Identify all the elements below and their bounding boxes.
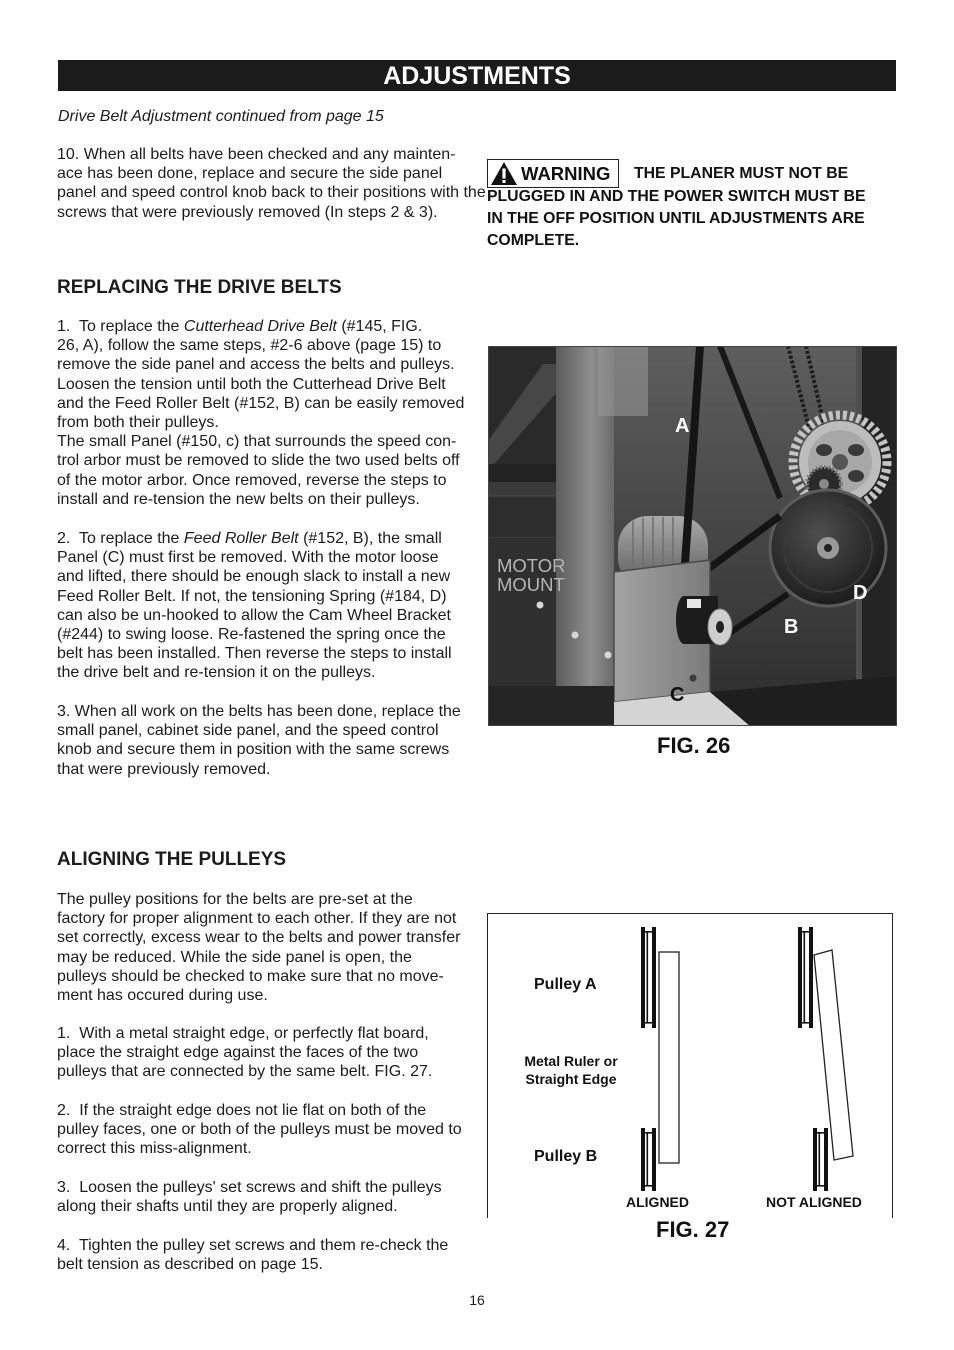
motor-sticker xyxy=(687,599,701,608)
frame-bolt xyxy=(605,652,612,659)
left-rail-lower xyxy=(488,496,558,538)
fig27-label-ruler: Metal Ruler or Straight Edge xyxy=(524,1053,618,1087)
panel-bolt xyxy=(690,675,697,682)
not-aligned-pulley-a xyxy=(798,927,813,1028)
fig27-label-not-aligned: NOT ALIGNED xyxy=(766,1194,862,1210)
section-header-bar xyxy=(58,60,896,91)
fig26-label-c: C xyxy=(670,684,685,706)
left-rail-upper xyxy=(488,464,558,482)
pulley-flange xyxy=(641,927,645,1028)
fig27-label-pulley-b: Pulley B xyxy=(534,1148,598,1165)
pulley-cap xyxy=(645,1132,652,1134)
replacing-step-1 xyxy=(57,317,464,509)
continued-note: Drive Belt Adjustment continued from page 15 xyxy=(58,108,384,125)
replacing-step-3: 3. When all work on the belts has been done, replace the small panel, cabinet side panel, and the speed control knob and secure them in position with the same screws that were previously removed. xyxy=(57,703,461,778)
gear-spoke-hole xyxy=(848,470,864,482)
replacing-step-1-body: (#145, FIG. 26, A), follow the same steps, #2-6 above (page 15) to remove the side panel and access the belts and pulleys. Loosen the tension until both the Cutterhead Drive Belt and the Feed Roller Belt (#152, B) can be easily removed from both their pulleys. The small Panel (#150, c) that surrounds the speed con- trol arbor must be removed to slide the two used belts off of the motor arbor. Once removed, reverse the steps to install and re-tension the new belts on their pulleys. xyxy=(57,318,465,508)
pulley-cap xyxy=(817,1132,824,1134)
pulley-cap xyxy=(802,1022,809,1024)
warning-badge xyxy=(487,159,619,188)
pulley-hub-line xyxy=(819,1133,821,1186)
feed-roller-pulley xyxy=(770,490,886,606)
replacing-step-2-body: (#152, B), the small Panel (C) must first be removed. With the motor loose and lifted, there should be enough slack to install a new Feed Roller Belt. If not, the tensioning Spring (#184, D) can also be un-hooked to allow the Cam Wheel Bracket (#244) to swing loose. Re-fastened the spring once the belt has been installed. Then reverse the steps to install the drive belt and re-tension it on the pulleys. xyxy=(57,530,452,682)
pulley-flange xyxy=(652,1128,656,1191)
replacing-step-2 xyxy=(57,529,452,683)
fig26-label-d: D xyxy=(853,582,868,604)
pulley-flange xyxy=(813,1128,817,1191)
fig26-caption: FIG. 26 xyxy=(657,733,731,758)
pulley-flange xyxy=(641,1128,645,1191)
feed-roller-belt-term: Feed Roller Belt xyxy=(183,530,299,547)
fig26-label-a: A xyxy=(675,415,690,437)
step-10-paragraph: 10. When all belts have been checked and any mainten- ace has been done, replace and secure the side panel panel and speed control knob back to their positions with the screws that were previously removed (In steps 2 & 3). xyxy=(57,146,486,221)
gear-hub xyxy=(832,454,848,470)
not-aligned-pulley-b xyxy=(813,1128,828,1191)
pulley-cap xyxy=(645,1022,652,1024)
warning-text-line-3: IN THE OFF POSITION UNTIL ADJUSTMENTS ARE xyxy=(487,210,865,227)
frame-bolt xyxy=(572,632,579,639)
pulley-cap xyxy=(645,1185,652,1187)
sprocket-hub xyxy=(819,479,829,489)
aligned-pulley-b xyxy=(641,1128,656,1191)
aligning-step-3: 3. Loosen the pulleys' set screws and shift the pulleys along their shafts until they are properly aligned. xyxy=(57,1179,442,1216)
pulley-flange xyxy=(824,1128,828,1191)
fig27-caption: FIG. 27 xyxy=(656,1217,730,1242)
pulley-bore xyxy=(824,544,832,552)
aligned-straight-edge xyxy=(659,952,679,1163)
replacing-belts-heading: REPLACING THE DRIVE BELTS xyxy=(57,277,342,298)
bottom-left-base xyxy=(488,686,614,726)
warning-text-line-4: COMPLETE. xyxy=(487,232,580,249)
pulley-cap xyxy=(645,931,652,933)
aligned-pulley-a xyxy=(641,927,656,1028)
pulley-hub-line xyxy=(647,932,649,1023)
replacing-step-1-lead: 1. To replace the xyxy=(57,318,184,335)
fig26-label-b: B xyxy=(784,616,799,638)
pulley-cap xyxy=(802,931,809,933)
page-number: 16 xyxy=(469,1292,485,1308)
aligning-step-2: 2. If the straight edge does not lie flat on both of the pulley faces, one or both of the pulleys must be moved to correct this miss-alignment. xyxy=(57,1102,462,1158)
exclamation-dot xyxy=(502,180,505,183)
not-aligned-straight-edge xyxy=(814,950,853,1160)
warning-triangle-icon xyxy=(490,161,518,186)
pulley-cap xyxy=(817,1185,824,1187)
pulley-flange xyxy=(809,927,813,1028)
frame-bolt xyxy=(537,602,544,609)
aligning-intro: The pulley positions for the belts are pre-set at the factory for proper alignment to each other. If they are not set correctly, excess wear to the belts and power transfer may be reduced. While the side panel is open, the pulleys should be checked to make sure that no move- ment has occured during use. xyxy=(57,891,461,1005)
pulley-hub-line xyxy=(804,932,806,1023)
aligning-pulleys-heading: ALIGNING THE PULLEYS xyxy=(57,849,287,870)
cutterhead-drive-belt-term: Cutterhead Drive Belt xyxy=(183,318,337,335)
fig26-photo xyxy=(488,346,897,726)
exclamation-bar xyxy=(502,169,505,179)
fig26-label-motor-mount: MOTOR MOUNT xyxy=(497,555,566,595)
aligning-step-4: 4. Tighten the pulley set screws and them re-check the belt tension as described on page 15. xyxy=(57,1237,449,1274)
fig27-label-aligned: ALIGNED xyxy=(626,1194,689,1210)
gear-spoke-hole xyxy=(816,444,832,456)
pulley-hub-line xyxy=(647,1133,649,1186)
warning-badge-label: WARNING xyxy=(521,163,611,184)
aligning-step-1: 1. With a metal straight edge, or perfectly flat board, place the straight edge against the faces of the two pulleys that are connected by the same belt. FIG. 27. xyxy=(57,1025,433,1081)
pulley-flange xyxy=(652,927,656,1028)
gear-spoke-hole xyxy=(848,444,864,456)
pulley-flange xyxy=(798,927,802,1028)
motor-pulley-bore xyxy=(716,621,724,633)
fig27-label-pulley-a: Pulley A xyxy=(534,976,597,993)
section-title: ADJUSTMENTS xyxy=(383,62,571,90)
frame-top-highlight xyxy=(598,346,648,416)
replacing-step-2-lead: 2. To replace the xyxy=(57,530,184,547)
warning-text-line-2: PLUGGED IN AND THE POWER SWITCH MUST BE xyxy=(487,188,866,205)
warning-text-line-1: THE PLANER MUST NOT BE xyxy=(634,165,849,182)
